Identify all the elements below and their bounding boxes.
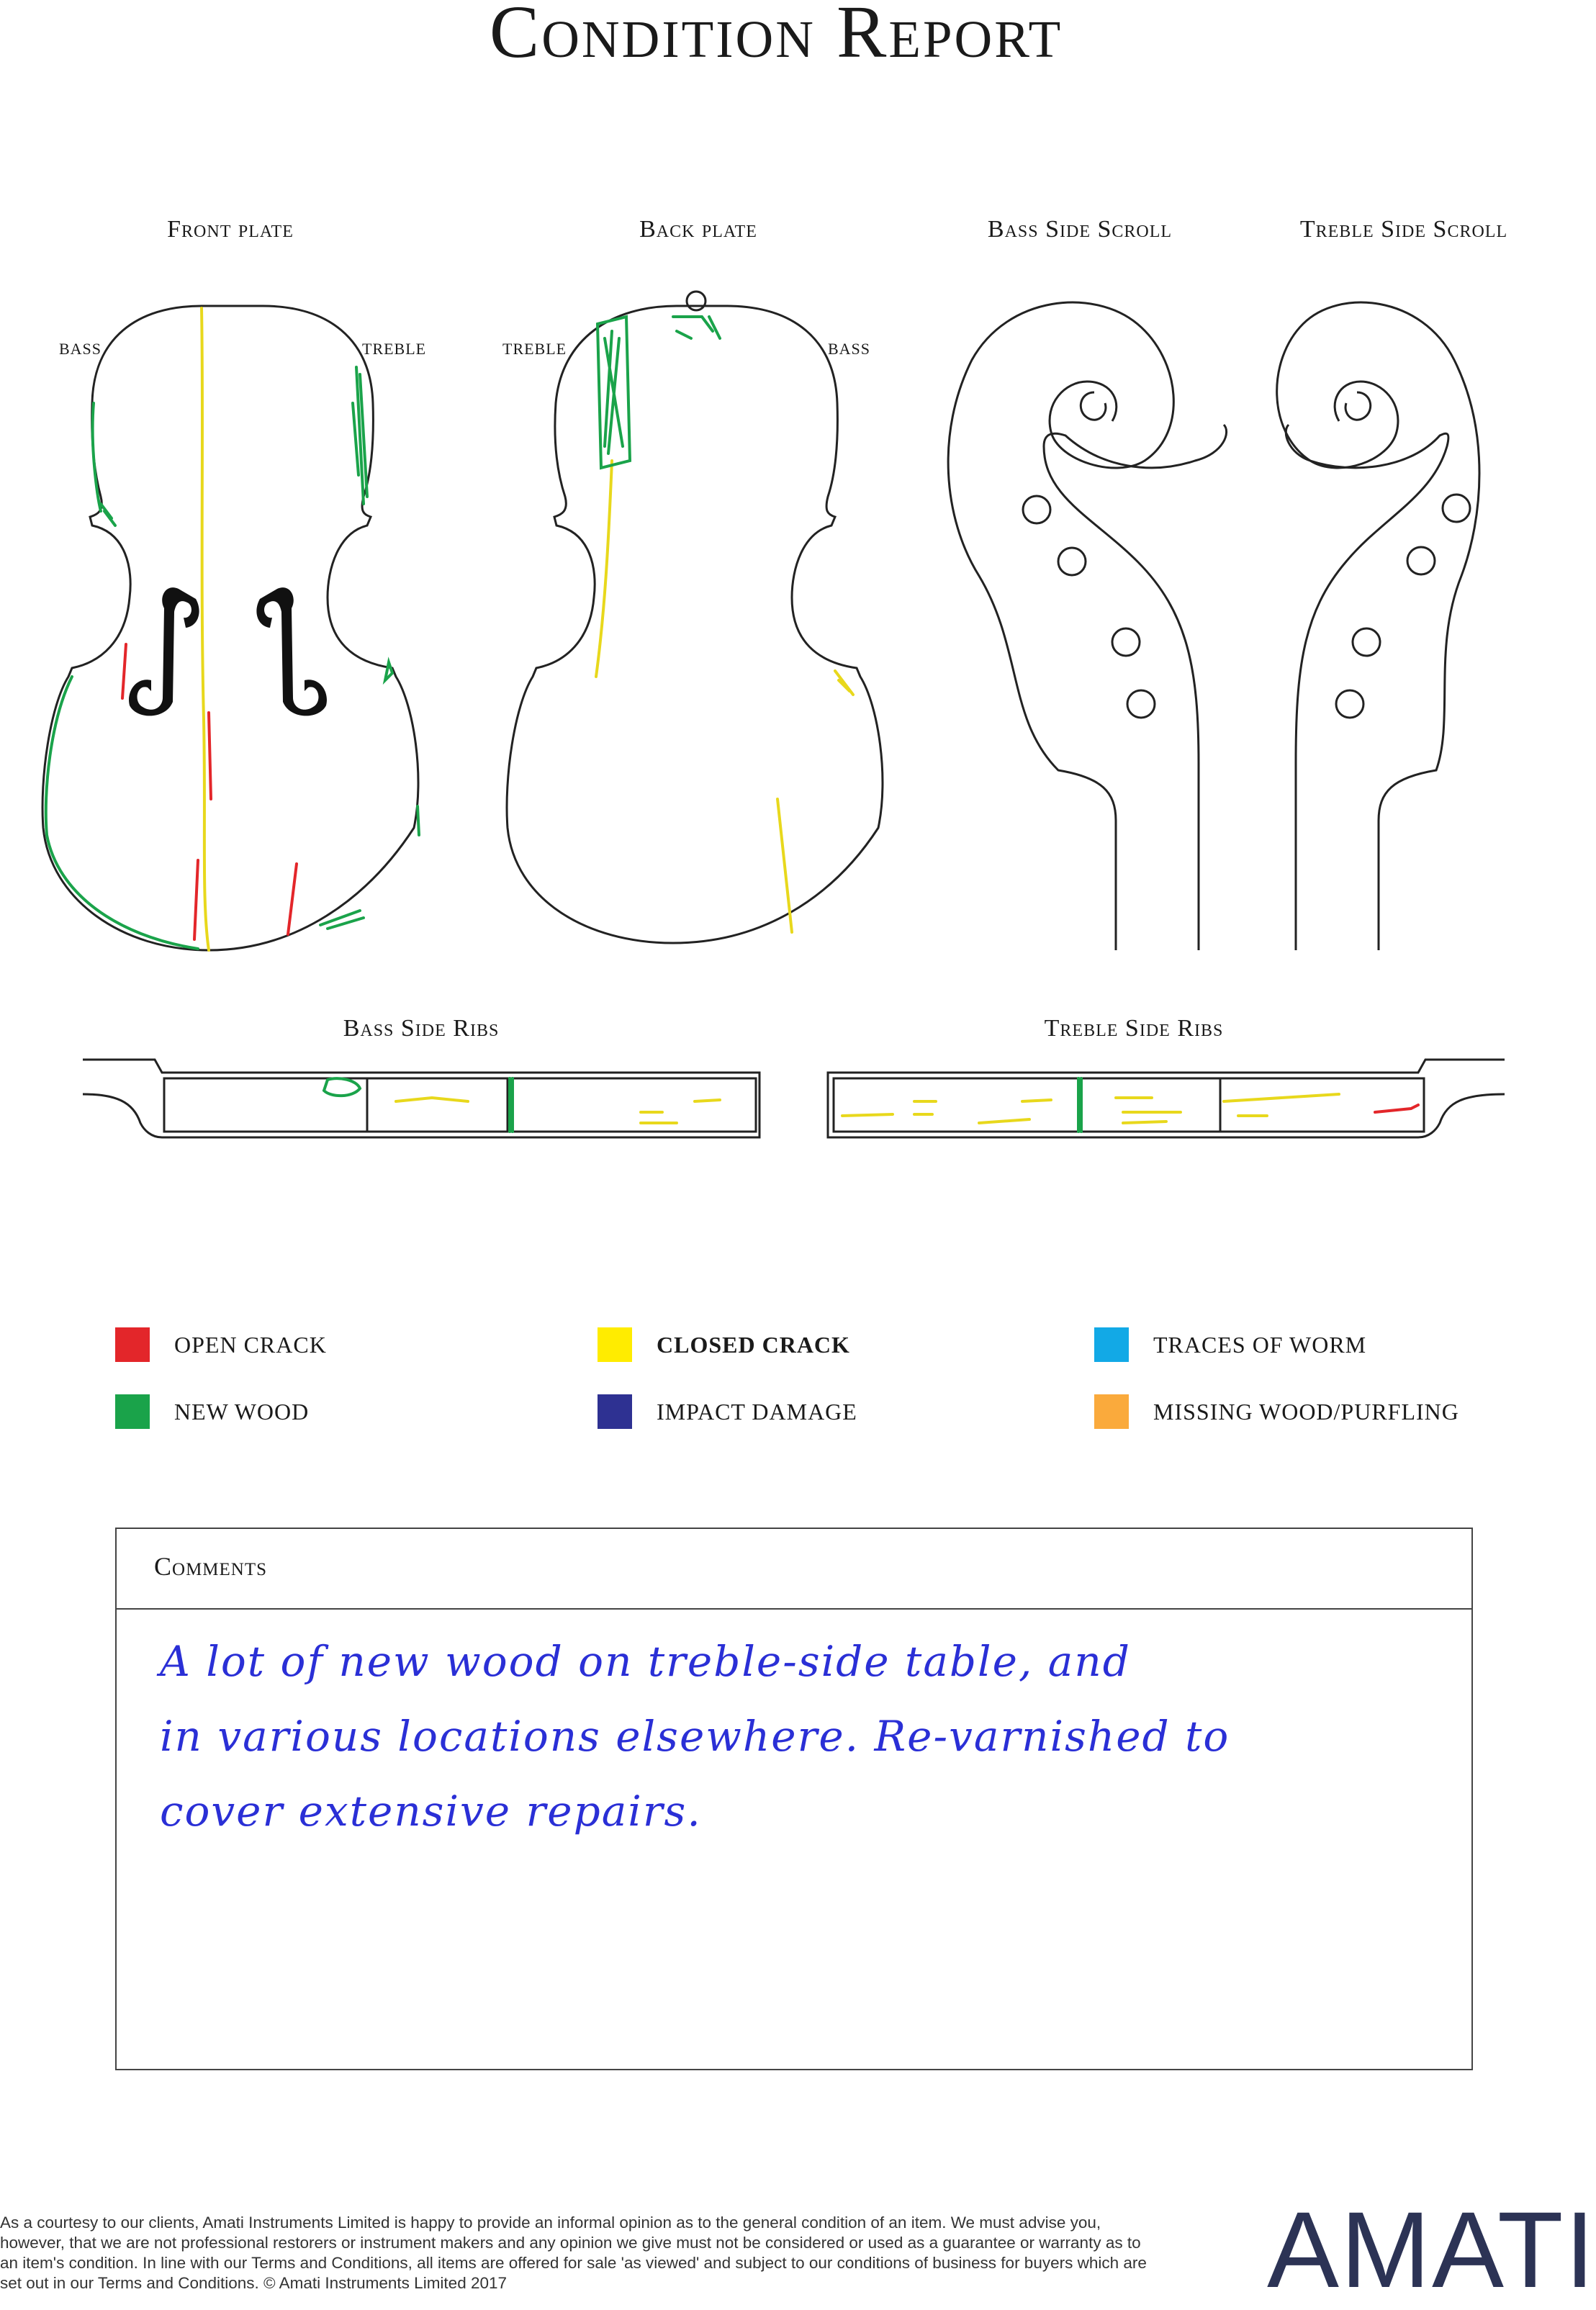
legend-swatch-navy	[598, 1394, 632, 1429]
back-plate-outline	[507, 306, 883, 943]
legend-swatch-yellow	[598, 1327, 632, 1362]
treble-scroll-outline	[1277, 302, 1479, 950]
bass-side-ribs-label: Bass Side Ribs	[343, 1015, 500, 1042]
legend-swatch-red	[115, 1327, 150, 1362]
instrument-diagrams	[0, 0, 1552, 1181]
f-hole-bass	[129, 587, 199, 716]
legend-open-crack: OPEN CRACK	[115, 1327, 327, 1362]
back-bass-side-label: BASS	[828, 340, 871, 358]
legend-swatch-orange	[1094, 1394, 1129, 1429]
back-closed-crack-lower	[777, 799, 792, 932]
comment-line: A lot of new wood on treble-side table, and	[160, 1637, 1131, 1686]
legend-swatch-blue	[1094, 1327, 1129, 1362]
legend-missing-wood: MISSING WOOD/PURFLING	[1094, 1394, 1459, 1429]
comments-box	[115, 1528, 1473, 2070]
bass-scroll-outline	[948, 302, 1173, 950]
back-plate-label: Back plate	[639, 216, 757, 243]
back-plate-button	[687, 292, 705, 310]
comment-line: cover extensive repairs.	[160, 1787, 702, 1836]
bass-side-scroll-label: Bass Side Scroll	[987, 216, 1173, 243]
disclaimer-text: As a courtesy to our clients, Amati Instruments Limited is happy to provide an informal opinion as to the general condition of an item. We must advise you, however, that we are not professional restorers or instrument makers and any opinion we give must not be considered or used as a guarantee or warranty as to an item's condition. In line with our Terms and Conditions, all items are offered for sale 'as viewed' and subject to our conditions of business for buyers which are set out in our Terms and Conditions. © Amati Instruments Limited 2017	[0, 2214, 1147, 2292]
legend-new-wood: NEW WOOD	[115, 1394, 309, 1429]
back-closed-crack-left	[596, 461, 612, 677]
treble-side-scroll-label: Treble Side Scroll	[1299, 216, 1508, 243]
front-bass-side-label: BASS	[59, 340, 102, 358]
f-hole-treble	[256, 587, 327, 716]
treble-ribs-outline	[828, 1060, 1505, 1137]
front-closed-crack	[202, 308, 209, 950]
front-plate-label: Front plate	[167, 216, 294, 243]
comments-text	[117, 1610, 1471, 1849]
front-open-crack-1	[122, 644, 126, 698]
back-treble-side-label: TREBLE	[502, 340, 567, 358]
report-title: Condition Report	[489, 0, 1063, 73]
comments-heading: Comments	[117, 1529, 1471, 1610]
back-new-wood	[598, 317, 630, 468]
amati-logo: AMATI	[1267, 2189, 1596, 2310]
comment-line: in various locations elsewhere. Re-varnished to	[160, 1712, 1230, 1761]
legend-swatch-green	[115, 1394, 150, 1429]
front-treble-side-label: TREBLE	[362, 340, 427, 358]
legend-closed-crack: CLOSED CRACK	[598, 1327, 850, 1362]
legend-traces-of-worm: TRACES OF WORM	[1094, 1327, 1366, 1362]
treble-side-ribs-label: Treble Side Ribs	[1044, 1015, 1224, 1042]
legend-impact-damage: IMPACT DAMAGE	[598, 1394, 857, 1429]
